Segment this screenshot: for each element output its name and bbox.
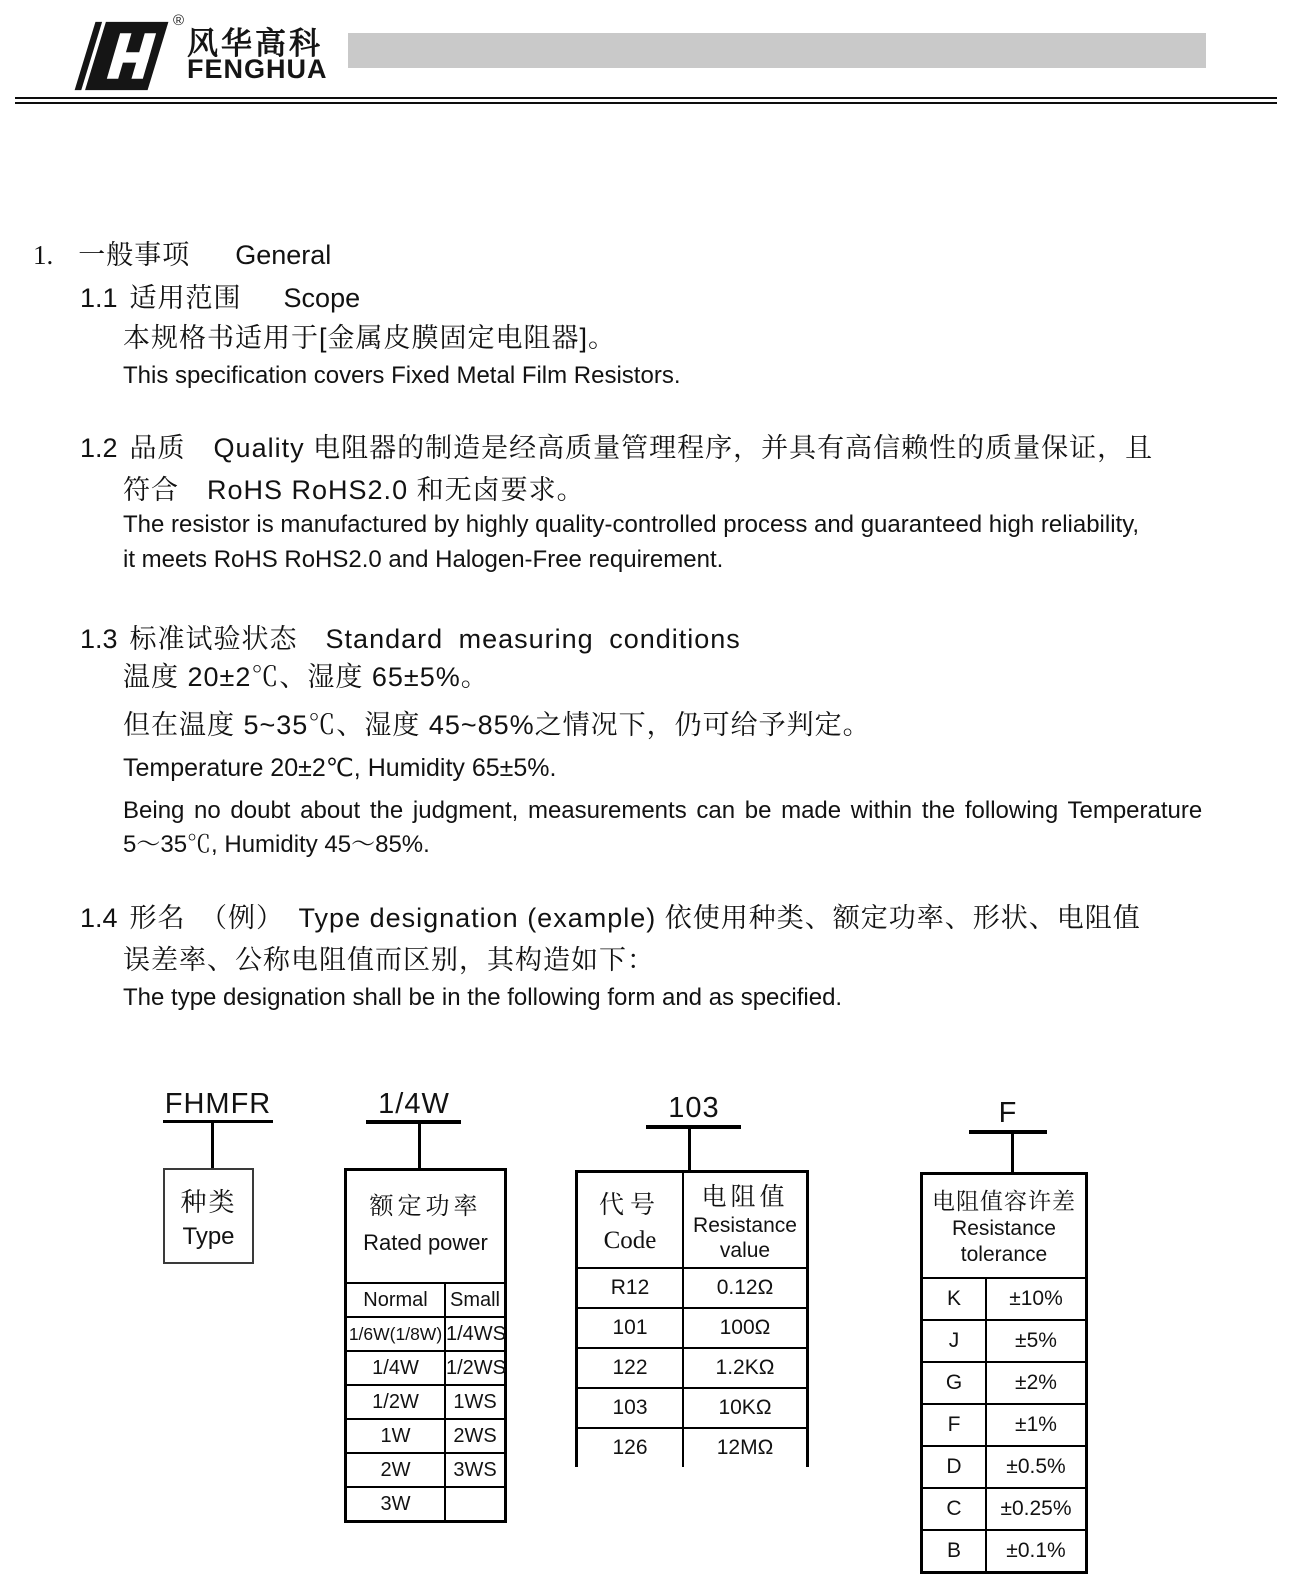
column-header-small: Small	[444, 1284, 504, 1316]
type-box-cjk: 种类	[180, 1187, 237, 1217]
rated-normal-value: 1/6W(1/8W)	[348, 1323, 443, 1344]
header-gray-bar	[348, 33, 1206, 68]
code-value: 103	[612, 1396, 648, 1419]
code-header-en: Code	[603, 1227, 657, 1254]
rated-normal-value: 2W	[380, 1458, 411, 1481]
quality-en2: it meets RoHS RoHS2.0 and Halogen-Free requirement.	[123, 546, 724, 573]
table-row	[923, 1361, 1085, 1403]
quality-line2: 符合 RoHS RoHS2.0 和无卤要求。	[123, 475, 585, 505]
resistance-header-en1: Resistance	[693, 1214, 797, 1237]
table-row	[347, 1384, 504, 1418]
tolerance-code: J	[948, 1329, 960, 1352]
tolerance-value: ±2%	[985, 1363, 1085, 1403]
example-power-label: 1/4W	[378, 1088, 450, 1120]
table-row	[923, 1319, 1085, 1361]
tolerance-header-cjk: 电阻值容许差	[932, 1188, 1076, 1214]
tolerance-code: K	[946, 1287, 961, 1310]
resistance-value: 10KΩ	[682, 1389, 806, 1427]
rated-small-value: 1WS	[444, 1386, 504, 1418]
designation-line1: 形名 （例） Type designation (example) 依使用种类、额定功率、形状、电阻值	[129, 903, 1141, 933]
logo-text-cjk: 风华高科	[187, 26, 323, 61]
table-row	[347, 1350, 507, 1384]
table-row	[578, 1347, 806, 1387]
section-1-title-en: General	[235, 240, 332, 270]
table-row	[578, 1387, 806, 1427]
code-value: R12	[610, 1276, 650, 1299]
fenghua-logo-icon	[72, 20, 172, 92]
tolerance-value: ±5%	[985, 1321, 1085, 1361]
table-row	[578, 1427, 806, 1467]
resistance-value: 1.2KΩ	[682, 1349, 806, 1387]
example-type-label: FHMFR	[164, 1088, 272, 1120]
code-header-cell	[578, 1173, 682, 1267]
resistance-value: 12MΩ	[682, 1429, 806, 1467]
code-header-cjk: 代号	[598, 1191, 661, 1219]
tolerance-code: G	[945, 1371, 963, 1394]
table-row	[923, 1529, 1085, 1571]
code-underline	[646, 1125, 741, 1129]
tolerance-value: ±0.25%	[985, 1489, 1085, 1529]
tolerance-code: B	[946, 1539, 961, 1562]
section-1-1-heading	[80, 276, 360, 315]
tolerance-underline	[969, 1130, 1047, 1134]
power-connector-line	[418, 1124, 421, 1168]
table-row	[923, 1445, 1085, 1487]
table-row	[578, 1267, 806, 1307]
code-value: 122	[612, 1356, 648, 1379]
rated-normal-value: 1/4W	[372, 1356, 419, 1379]
logo-text-latin: FENGHUA	[187, 54, 328, 84]
section-1-title-cjk: 一般事项	[78, 240, 191, 270]
tolerance-header-en1: Resistance	[952, 1217, 1056, 1240]
designation-line2: 误差率、公称电阻值而区别，其构造如下：	[123, 945, 655, 975]
rated-power-header-cjk: 额定功率	[369, 1193, 482, 1220]
resistance-value: 100Ω	[682, 1309, 806, 1347]
tolerance-connector-line	[1011, 1134, 1014, 1172]
type-underline	[163, 1120, 273, 1123]
code-table-header	[578, 1173, 806, 1267]
rated-power-header	[347, 1186, 504, 1282]
resistance-header-cell	[682, 1173, 806, 1267]
table-row	[578, 1307, 806, 1347]
header-divider	[15, 97, 1277, 104]
designation-en: The type designation shall be in the following form and as specified.	[123, 984, 843, 1011]
code-value: 126	[612, 1436, 648, 1459]
section-1-1-title-cjk: 适用范围	[129, 283, 242, 313]
table-row	[923, 1277, 1085, 1319]
section-1-3-number: 1.3	[80, 624, 118, 654]
section-1-3-heading	[80, 617, 741, 656]
rated-power-table	[344, 1168, 507, 1523]
section-1-2-line1	[80, 426, 1153, 465]
conditions-en2a: Being no doubt about the judgment, measurements can be made within the following Temperature	[123, 797, 1203, 824]
type-box	[163, 1168, 254, 1264]
resistance-value: 0.12Ω	[682, 1269, 806, 1307]
code-table	[575, 1170, 809, 1467]
rated-normal-value: 3W	[380, 1492, 411, 1515]
tolerance-code: D	[946, 1455, 962, 1478]
section-1-heading	[33, 233, 331, 272]
type-box-en: Type	[182, 1223, 235, 1250]
section-1-number: 1.	[33, 240, 54, 270]
section-1-2-number: 1.2	[80, 433, 118, 463]
code-connector-line	[688, 1129, 691, 1170]
rated-normal-value: 1W	[380, 1424, 411, 1447]
power-underline	[366, 1120, 461, 1124]
section-1-4-number: 1.4	[80, 903, 118, 933]
example-code-label: 103	[668, 1092, 720, 1124]
table-row	[347, 1418, 504, 1452]
table-row	[923, 1487, 1085, 1529]
table-row	[347, 1316, 507, 1350]
rated-power-column-headers	[347, 1282, 504, 1316]
rated-small-value: 1/2WS	[444, 1352, 506, 1384]
resistance-header-en2: value	[719, 1239, 771, 1262]
rated-small-value: 3WS	[444, 1454, 504, 1486]
tolerance-table	[920, 1172, 1088, 1574]
scope-body-en: This specification covers Fixed Metal Film Resistors.	[123, 362, 681, 389]
code-value: 101	[612, 1316, 648, 1339]
table-row	[347, 1452, 504, 1486]
conditions-line1: 温度 20±2℃、湿度 65±5%。	[123, 662, 489, 692]
tolerance-value: ±10%	[985, 1279, 1085, 1319]
conditions-en2b: 5～35℃, Humidity 45～85%.	[123, 831, 430, 858]
column-header-normal: Normal	[363, 1288, 428, 1311]
quality-line1: 品质 Quality 电阻器的制造是经高质量管理程序，并具有高信赖性的质量保证，且	[129, 433, 1154, 463]
rated-small-value	[444, 1488, 504, 1520]
section-1-3-title: 标准试验状态 Standard measuring conditions	[129, 624, 741, 654]
conditions-en1: Temperature 20±2℃, Humidity 65±5%.	[123, 754, 557, 782]
scope-body-cjk: 本规格书适用于[金属皮膜固定电阻器]。	[123, 323, 617, 353]
rated-normal-value: 1/2W	[372, 1390, 419, 1413]
section-1-1-number: 1.1	[80, 283, 118, 313]
example-tolerance-label: F	[998, 1097, 1018, 1129]
tolerance-header-en2: tolerance	[960, 1243, 1048, 1266]
tolerance-value: ±0.1%	[985, 1531, 1085, 1571]
tolerance-code: F	[947, 1413, 961, 1436]
registered-mark: ®	[173, 12, 185, 29]
tolerance-table-header	[923, 1183, 1085, 1277]
section-1-4-line1	[80, 896, 1141, 935]
section-1-1-title-en: Scope	[283, 283, 361, 313]
conditions-line2: 但在温度 5~35℃、湿度 45~85%之情况下，仍可给予判定。	[123, 710, 871, 740]
resistance-header-cjk: 电阻值	[701, 1183, 789, 1211]
rated-small-value: 2WS	[444, 1420, 504, 1452]
type-connector-line	[211, 1123, 214, 1168]
quality-en1: The resistor is manufactured by highly quality-controlled process and guaranteed high reliability,	[123, 511, 1140, 538]
table-row	[347, 1486, 504, 1520]
tolerance-value: ±0.5%	[985, 1447, 1085, 1487]
table-row	[923, 1403, 1085, 1445]
tolerance-value: ±1%	[985, 1405, 1085, 1445]
tolerance-code: C	[946, 1497, 962, 1520]
rated-small-value: 1/4WS	[444, 1318, 506, 1350]
rated-power-header-en: Rated power	[363, 1230, 488, 1255]
